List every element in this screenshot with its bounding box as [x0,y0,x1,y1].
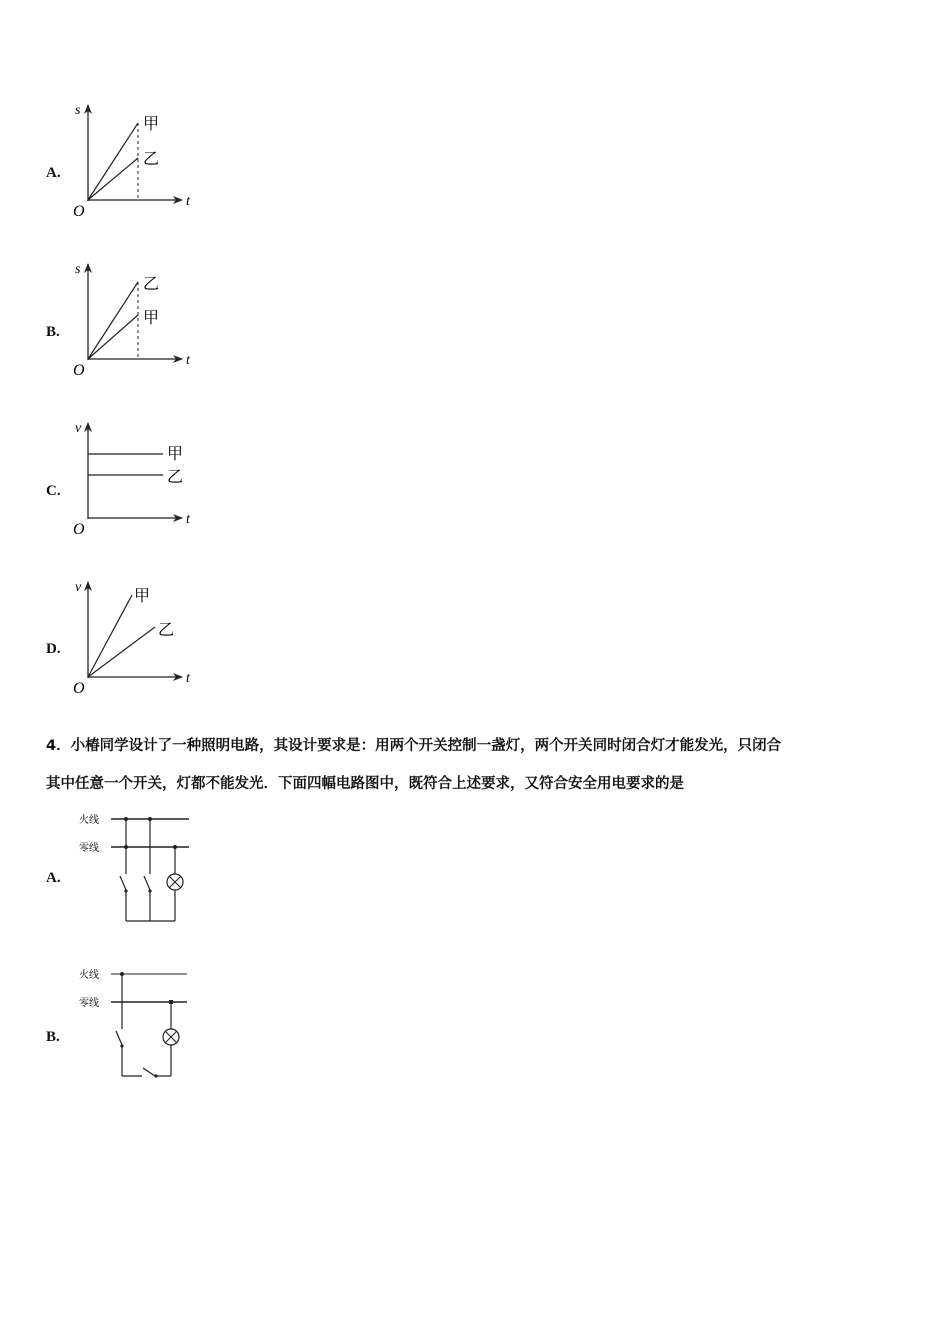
label-upper: 甲 [143,116,160,133]
option-d-label: D. [46,641,61,657]
label-lower: 甲 [143,310,160,327]
circuit-a [75,808,195,926]
x-axis-label: t [186,194,190,209]
circuit-b [75,963,195,1081]
origin-label: O [73,362,85,379]
graph-c [70,416,200,538]
label-upper: 甲 [134,588,151,605]
origin-label: O [73,203,85,220]
line-upper [88,282,138,359]
y-axis-label: s [75,103,81,118]
x-axis-label: t [186,671,190,686]
graph-b [70,257,200,379]
switch-1 [116,1031,122,1045]
option-a-label: A. [46,165,61,181]
question-4-line-2: 其中任意一个开关，灯都不能发光．下面四幅电路图中，既符合上述要求，又符合安全用电要求的是 [46,776,684,792]
line-lower [88,158,138,200]
y-axis-label: s [75,262,81,277]
graph-d [70,575,200,697]
option-c-label: C. [46,483,61,499]
option-b-label: B. [46,324,60,340]
switch-1 [120,876,126,890]
label-upper: 甲 [167,446,184,463]
switch-2 [144,876,150,890]
live-wire-label: 火线 [79,970,99,981]
x-axis-label: t [186,512,190,527]
lamp-icon [163,1029,179,1045]
neutral-wire-label: 零线 [79,998,99,1009]
question-4 [46,727,906,803]
line-upper [88,123,138,200]
neutral-wire-label: 零线 [79,843,99,854]
label-lower: 乙 [158,622,175,639]
circuit-a-label: A. [46,870,61,886]
switch-2 [143,1068,155,1076]
line-lower [88,627,155,677]
lamp-icon [167,874,183,890]
question-4-line-1: 4．小椿同学设计了一种照明电路，其设计要求是：用两个开关控制一盏灯，两个开关同时闭合灯才能发光，只闭合 [46,738,782,754]
label-lower: 乙 [167,469,184,486]
x-axis-label: t [186,353,190,368]
line-upper [88,595,132,677]
label-upper: 乙 [143,276,160,293]
circuit-b-label: B. [46,1029,60,1045]
y-axis-label: v [75,580,82,595]
y-axis-label: v [75,421,82,436]
label-lower: 乙 [143,151,160,168]
origin-label: O [73,680,85,697]
live-wire-label: 火线 [79,815,99,826]
origin-label: O [73,521,85,538]
graph-a [70,98,200,220]
